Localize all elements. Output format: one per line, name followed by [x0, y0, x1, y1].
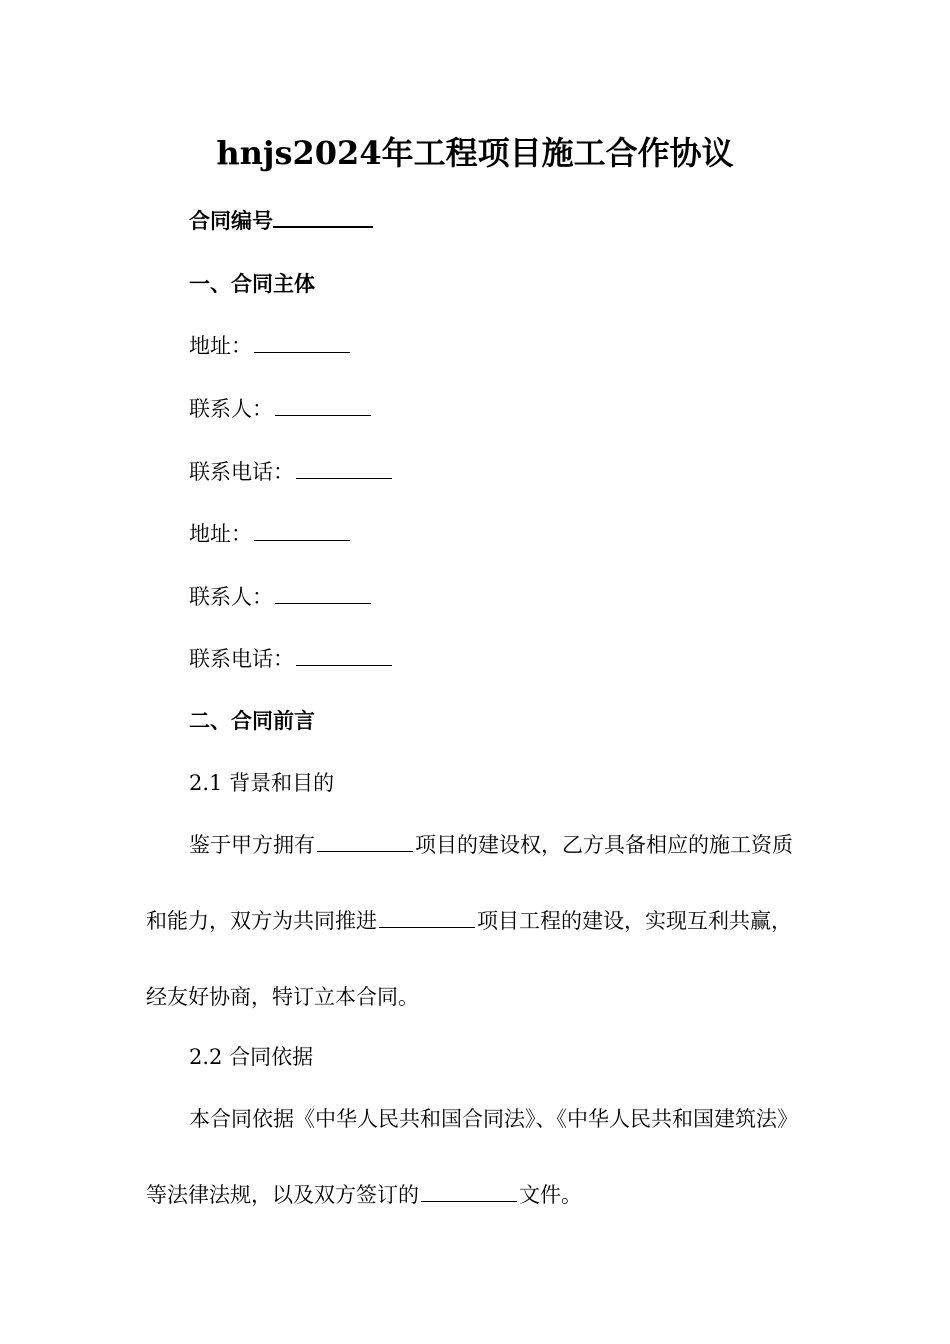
contract-number-label: 合同编号: [189, 208, 273, 233]
section-2-1-paragraph: [146, 807, 811, 1035]
party-b-contact-line: [189, 580, 373, 614]
party-b-address-label: 地址：: [189, 522, 252, 546]
section-2-2-paragraph: [146, 1081, 811, 1233]
party-b-phone-label: 联系电话：: [189, 647, 294, 671]
section1-heading: 一、合同主体: [189, 271, 315, 296]
s21-text-part3: 项目工程的建设，实现互利共赢，经友好协商，特订立本合同。: [146, 909, 792, 1009]
party-b-address-line: [189, 517, 352, 551]
party-a-address-line: [189, 329, 352, 363]
s21-text-part1: 鉴于甲方拥有: [189, 833, 315, 857]
party-a-address-blank[interactable]: [254, 332, 350, 353]
s21-project-blank-2[interactable]: [379, 907, 475, 928]
s21-project-blank-1[interactable]: [317, 831, 413, 852]
party-a-contact-blank[interactable]: [275, 395, 371, 416]
party-a-contact-label: 联系人：: [189, 397, 273, 421]
document-title: hnjs2024年工程项目施工合作协议: [216, 134, 734, 172]
party-a-phone-line: [189, 455, 394, 489]
s22-document-blank[interactable]: [421, 1181, 517, 1202]
party-b-phone-blank[interactable]: [296, 645, 392, 666]
section-2-2-heading: 2.2 合同依据: [189, 1045, 314, 1069]
s22-text-part2: 文件。: [519, 1183, 582, 1207]
party-a-phone-blank[interactable]: [296, 458, 392, 479]
section-2-1-heading: 2.1 背景和目的: [189, 771, 335, 795]
party-b-contact-label: 联系人：: [189, 585, 273, 609]
party-b-address-blank[interactable]: [254, 520, 350, 541]
party-b-phone-line: [189, 642, 394, 676]
party-a-address-label: 地址：: [189, 334, 252, 358]
section2-heading: 二、合同前言: [189, 708, 315, 733]
contract-number-line: [189, 204, 373, 238]
party-a-phone-label: 联系电话：: [189, 460, 294, 484]
party-b-contact-blank[interactable]: [275, 583, 371, 604]
s21-text-part2: 项目的建设权，乙方具备相应的施工资质和能力，双方为共同推进: [146, 833, 793, 933]
contract-number-blank[interactable]: [273, 206, 373, 228]
party-a-contact-line: [189, 392, 373, 426]
s22-text-part1: 本合同依据《中华人民共和国合同法》、《中华人民共和国建筑法》等法律法规，以及双方签订的: [146, 1107, 798, 1207]
